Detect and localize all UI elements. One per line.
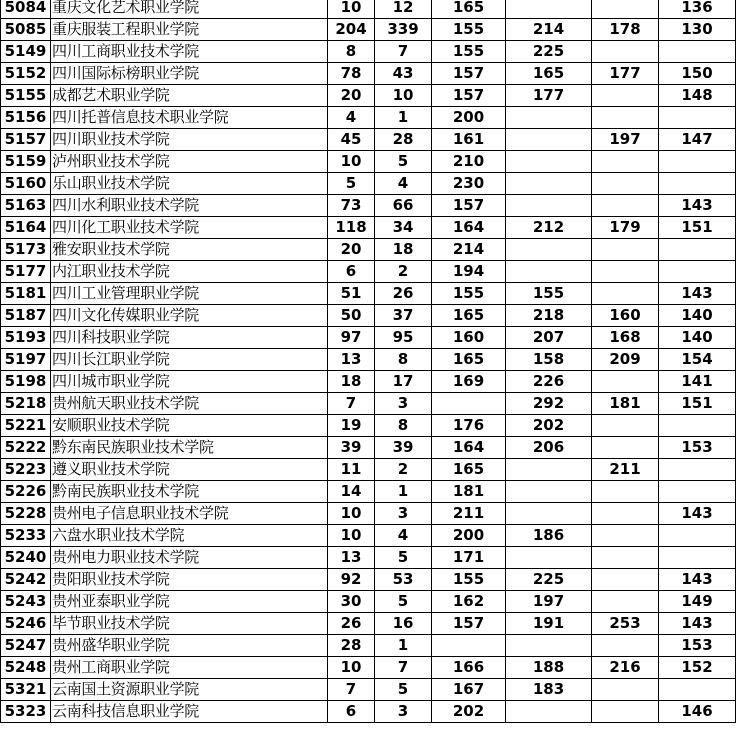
school-code-cell: 5242 [1,569,51,591]
score-a-cell: 161 [432,129,506,151]
score-c-cell [592,503,659,525]
score-a-cell: 200 [432,107,506,129]
admitted-count-cell: 66 [375,195,432,217]
school-name-cell: 贵州工商职业学院 [51,657,328,679]
admitted-count-cell: 7 [375,657,432,679]
school-code-cell: 5248 [1,657,51,679]
table-row [1,239,736,261]
score-d-cell: 140 [659,327,736,349]
table-row [1,613,736,635]
score-d-cell [659,481,736,503]
admitted-count-cell: 1 [375,107,432,129]
table-row [1,415,736,437]
school-name-cell: 泸州职业技术学院 [51,151,328,173]
score-a-cell: 165 [432,0,506,19]
school-name-cell: 四川工商职业技术学院 [51,41,328,63]
table-row [1,393,736,415]
score-b-cell: 218 [506,305,592,327]
school-name-cell: 内江职业技术学院 [51,261,328,283]
admitted-count-cell: 12 [375,0,432,19]
score-d-cell: 154 [659,349,736,371]
admitted-count-cell: 7 [375,41,432,63]
score-b-cell: 212 [506,217,592,239]
school-name-cell: 云南国土资源职业学院 [51,679,328,701]
admitted-count-cell: 34 [375,217,432,239]
school-code-cell: 5173 [1,239,51,261]
school-name-cell: 四川科技职业学院 [51,327,328,349]
admitted-count-cell: 95 [375,327,432,349]
school-name-cell: 贵阳职业技术学院 [51,569,328,591]
score-b-cell: 197 [506,591,592,613]
score-b-cell [506,0,592,19]
score-a-cell: 165 [432,349,506,371]
plan-count-cell: 45 [328,129,375,151]
plan-count-cell: 28 [328,635,375,657]
school-name-cell: 贵州航天职业技术学院 [51,393,328,415]
admitted-count-cell: 26 [375,283,432,305]
table-row [1,305,736,327]
admitted-count-cell: 18 [375,239,432,261]
school-code-cell: 5223 [1,459,51,481]
score-c-cell: 160 [592,305,659,327]
score-c-cell [592,525,659,547]
plan-count-cell: 7 [328,679,375,701]
score-c-cell [592,195,659,217]
plan-count-cell: 6 [328,261,375,283]
score-d-cell: 152 [659,657,736,679]
table-row [1,459,736,481]
table-row [1,195,736,217]
plan-count-cell: 11 [328,459,375,481]
school-code-cell: 5240 [1,547,51,569]
admitted-count-cell: 3 [375,701,432,723]
score-b-cell: 191 [506,613,592,635]
plan-count-cell: 92 [328,569,375,591]
score-d-cell: 153 [659,437,736,459]
score-c-cell: 178 [592,19,659,41]
school-code-cell: 5157 [1,129,51,151]
table-row [1,283,736,305]
plan-count-cell: 39 [328,437,375,459]
school-name-cell: 雅安职业技术学院 [51,239,328,261]
school-name-cell: 成都艺术职业学院 [51,85,328,107]
score-b-cell [506,701,592,723]
table-row [1,349,736,371]
plan-count-cell: 7 [328,393,375,415]
plan-count-cell: 51 [328,283,375,305]
school-code-cell: 5198 [1,371,51,393]
school-name-cell: 乐山职业技术学院 [51,173,328,195]
admitted-count-cell: 339 [375,19,432,41]
score-d-cell [659,261,736,283]
score-b-cell [506,151,592,173]
score-d-cell: 143 [659,613,736,635]
admitted-count-cell: 4 [375,525,432,547]
score-c-cell [592,85,659,107]
admitted-count-cell: 3 [375,393,432,415]
admitted-count-cell: 28 [375,129,432,151]
admitted-count-cell: 2 [375,459,432,481]
score-b-cell: 292 [506,393,592,415]
table-row [1,437,736,459]
score-b-cell: 225 [506,569,592,591]
plan-count-cell: 10 [328,657,375,679]
score-a-cell: 164 [432,437,506,459]
score-b-cell: 207 [506,327,592,349]
admitted-count-cell: 10 [375,85,432,107]
table-row [1,635,736,657]
plan-count-cell: 6 [328,701,375,723]
school-name-cell: 云南科技信息职业学院 [51,701,328,723]
plan-count-cell: 4 [328,107,375,129]
score-a-cell: 160 [432,327,506,349]
table-row [1,173,736,195]
score-a-cell: 166 [432,657,506,679]
plan-count-cell: 18 [328,371,375,393]
school-name-cell: 四川长江职业学院 [51,349,328,371]
score-d-cell [659,151,736,173]
school-code-cell: 5323 [1,701,51,723]
school-code-cell: 5197 [1,349,51,371]
table-row [1,701,736,723]
score-b-cell [506,459,592,481]
table-row [1,129,736,151]
score-a-cell: 155 [432,19,506,41]
school-name-cell: 四川托普信息技术职业学院 [51,107,328,129]
score-b-cell: 202 [506,415,592,437]
score-c-cell [592,173,659,195]
school-name-cell: 四川国际标榜职业学院 [51,63,328,85]
plan-count-cell: 118 [328,217,375,239]
score-c-cell [592,569,659,591]
school-name-cell: 重庆服装工程职业学院 [51,19,328,41]
school-name-cell: 黔南民族职业技术学院 [51,481,328,503]
score-c-cell: 177 [592,63,659,85]
score-d-cell: 140 [659,305,736,327]
score-d-cell: 143 [659,195,736,217]
school-code-cell: 5084 [1,0,51,19]
score-d-cell: 147 [659,129,736,151]
table-row [1,503,736,525]
plan-count-cell: 30 [328,591,375,613]
table-row [1,569,736,591]
score-d-cell: 143 [659,283,736,305]
school-code-cell: 5193 [1,327,51,349]
admitted-count-cell: 17 [375,371,432,393]
score-a-cell: 157 [432,613,506,635]
score-b-cell: 155 [506,283,592,305]
school-code-cell: 5152 [1,63,51,85]
score-a-cell: 210 [432,151,506,173]
school-code-cell: 5221 [1,415,51,437]
school-name-cell: 黔东南民族职业技术学院 [51,437,328,459]
school-name-cell: 六盘水职业技术学院 [51,525,328,547]
score-a-cell: 230 [432,173,506,195]
plan-count-cell: 10 [328,151,375,173]
school-code-cell: 5159 [1,151,51,173]
plan-count-cell: 14 [328,481,375,503]
school-name-cell: 贵州盛华职业学院 [51,635,328,657]
score-c-cell [592,547,659,569]
score-b-cell: 158 [506,349,592,371]
score-b-cell: 186 [506,525,592,547]
score-d-cell: 143 [659,569,736,591]
plan-count-cell: 78 [328,63,375,85]
score-b-cell [506,107,592,129]
score-a-cell: 155 [432,569,506,591]
school-code-cell: 5163 [1,195,51,217]
score-b-cell [506,481,592,503]
school-name-cell: 四川水利职业技术学院 [51,195,328,217]
plan-count-cell: 8 [328,41,375,63]
score-d-cell: 150 [659,63,736,85]
table-row [1,657,736,679]
score-a-cell: 162 [432,591,506,613]
score-b-cell [506,547,592,569]
school-name-cell: 毕节职业技术学院 [51,613,328,635]
score-a-cell: 155 [432,283,506,305]
score-a-cell: 211 [432,503,506,525]
school-code-cell: 5226 [1,481,51,503]
school-code-cell: 5149 [1,41,51,63]
score-d-cell [659,547,736,569]
score-c-cell: 209 [592,349,659,371]
score-d-cell: 151 [659,393,736,415]
score-a-cell: 214 [432,239,506,261]
table-row [1,547,736,569]
school-code-cell: 5218 [1,393,51,415]
score-c-cell [592,415,659,437]
score-a-cell: 155 [432,41,506,63]
admitted-count-cell: 8 [375,415,432,437]
score-d-cell: 143 [659,503,736,525]
score-b-cell [506,129,592,151]
score-c-cell [592,41,659,63]
score-c-cell [592,261,659,283]
score-c-cell: 179 [592,217,659,239]
table-row [1,107,736,129]
score-c-cell: 216 [592,657,659,679]
school-code-cell: 5247 [1,635,51,657]
score-d-cell [659,525,736,547]
score-d-cell [659,679,736,701]
admitted-count-cell: 1 [375,481,432,503]
table-row [1,19,736,41]
score-b-cell [506,173,592,195]
score-a-cell: 194 [432,261,506,283]
score-b-cell: 183 [506,679,592,701]
plan-count-cell: 97 [328,327,375,349]
admitted-count-cell: 5 [375,591,432,613]
school-code-cell: 5228 [1,503,51,525]
score-c-cell [592,239,659,261]
table-row [1,591,736,613]
score-b-cell: 206 [506,437,592,459]
admitted-count-cell: 37 [375,305,432,327]
score-c-cell [592,679,659,701]
score-b-cell [506,239,592,261]
school-name-cell: 遵义职业技术学院 [51,459,328,481]
admitted-count-cell: 43 [375,63,432,85]
plan-count-cell: 10 [328,0,375,19]
score-a-cell: 169 [432,371,506,393]
score-a-cell [432,635,506,657]
score-a-cell: 171 [432,547,506,569]
admitted-count-cell: 5 [375,679,432,701]
plan-count-cell: 19 [328,415,375,437]
plan-count-cell: 50 [328,305,375,327]
score-d-cell: 153 [659,635,736,657]
school-code-cell: 5187 [1,305,51,327]
admitted-count-cell: 39 [375,437,432,459]
score-c-cell: 181 [592,393,659,415]
school-name-cell: 四川文化传媒职业学院 [51,305,328,327]
school-code-cell: 5164 [1,217,51,239]
school-code-cell: 5177 [1,261,51,283]
admitted-count-cell: 16 [375,613,432,635]
plan-count-cell: 73 [328,195,375,217]
score-d-cell [659,173,736,195]
school-name-cell: 贵州电力职业技术学院 [51,547,328,569]
score-c-cell: 197 [592,129,659,151]
score-a-cell: 165 [432,305,506,327]
table-row [1,481,736,503]
table-row [1,525,736,547]
plan-count-cell: 204 [328,19,375,41]
score-a-cell: 176 [432,415,506,437]
score-d-cell: 148 [659,85,736,107]
table-row [1,85,736,107]
plan-count-cell: 20 [328,239,375,261]
school-name-cell: 四川工业管理职业学院 [51,283,328,305]
plan-count-cell: 5 [328,173,375,195]
school-name-cell: 安顺职业技术学院 [51,415,328,437]
score-b-cell [506,635,592,657]
score-b-cell [506,195,592,217]
school-name-cell: 重庆文化艺术职业学院 [51,0,328,19]
score-a-cell: 157 [432,63,506,85]
school-name-cell: 四川城市职业学院 [51,371,328,393]
score-a-cell: 164 [432,217,506,239]
score-c-cell [592,371,659,393]
score-a-cell: 157 [432,85,506,107]
school-code-cell: 5160 [1,173,51,195]
plan-count-cell: 13 [328,547,375,569]
table-row [1,327,736,349]
table-row [1,261,736,283]
admitted-count-cell: 2 [375,261,432,283]
score-a-cell: 157 [432,195,506,217]
school-code-cell: 5155 [1,85,51,107]
admitted-count-cell: 53 [375,569,432,591]
score-b-cell [506,503,592,525]
table-row [1,371,736,393]
table-row [1,679,736,701]
score-d-cell: 146 [659,701,736,723]
admitted-count-cell: 4 [375,173,432,195]
score-d-cell [659,41,736,63]
table-row [1,151,736,173]
admitted-count-cell: 3 [375,503,432,525]
table-row [1,217,736,239]
score-b-cell: 225 [506,41,592,63]
plan-count-cell: 13 [328,349,375,371]
admitted-count-cell: 5 [375,151,432,173]
plan-count-cell: 26 [328,613,375,635]
score-c-cell [592,591,659,613]
score-d-cell: 141 [659,371,736,393]
score-c-cell [592,635,659,657]
score-d-cell: 151 [659,217,736,239]
school-code-cell: 5085 [1,19,51,41]
score-a-cell: 167 [432,679,506,701]
admitted-count-cell: 8 [375,349,432,371]
table-row [1,63,736,85]
plan-count-cell: 10 [328,503,375,525]
score-a-cell [432,393,506,415]
school-code-cell: 5246 [1,613,51,635]
score-b-cell: 214 [506,19,592,41]
admitted-count-cell: 5 [375,547,432,569]
score-b-cell: 226 [506,371,592,393]
plan-count-cell: 20 [328,85,375,107]
score-a-cell: 165 [432,459,506,481]
score-a-cell: 200 [432,525,506,547]
table-row [1,0,736,19]
score-d-cell [659,239,736,261]
school-name-cell: 四川职业技术学院 [51,129,328,151]
score-d-cell: 130 [659,19,736,41]
score-b-cell: 165 [506,63,592,85]
school-code-cell: 5321 [1,679,51,701]
school-code-cell: 5181 [1,283,51,305]
score-b-cell: 188 [506,657,592,679]
school-name-cell: 贵州亚泰职业学院 [51,591,328,613]
table-row [1,41,736,63]
plan-count-cell: 10 [328,525,375,547]
score-c-cell: 253 [592,613,659,635]
school-code-cell: 5222 [1,437,51,459]
score-c-cell: 168 [592,327,659,349]
score-c-cell [592,701,659,723]
score-c-cell [592,481,659,503]
school-code-cell: 5233 [1,525,51,547]
score-a-cell: 181 [432,481,506,503]
school-code-cell: 5156 [1,107,51,129]
score-d-cell: 136 [659,0,736,19]
score-c-cell [592,107,659,129]
score-a-cell: 202 [432,701,506,723]
score-c-cell [592,283,659,305]
score-c-cell [592,437,659,459]
school-name-cell: 四川化工职业技术学院 [51,217,328,239]
table-body [1,0,736,723]
score-d-cell [659,459,736,481]
score-b-cell [506,261,592,283]
score-c-cell: 211 [592,459,659,481]
score-c-cell [592,0,659,19]
score-d-cell: 149 [659,591,736,613]
admitted-count-cell: 1 [375,635,432,657]
score-d-cell [659,107,736,129]
score-b-cell: 177 [506,85,592,107]
school-name-cell: 贵州电子信息职业技术学院 [51,503,328,525]
school-code-cell: 5243 [1,591,51,613]
score-c-cell [592,151,659,173]
score-d-cell [659,415,736,437]
